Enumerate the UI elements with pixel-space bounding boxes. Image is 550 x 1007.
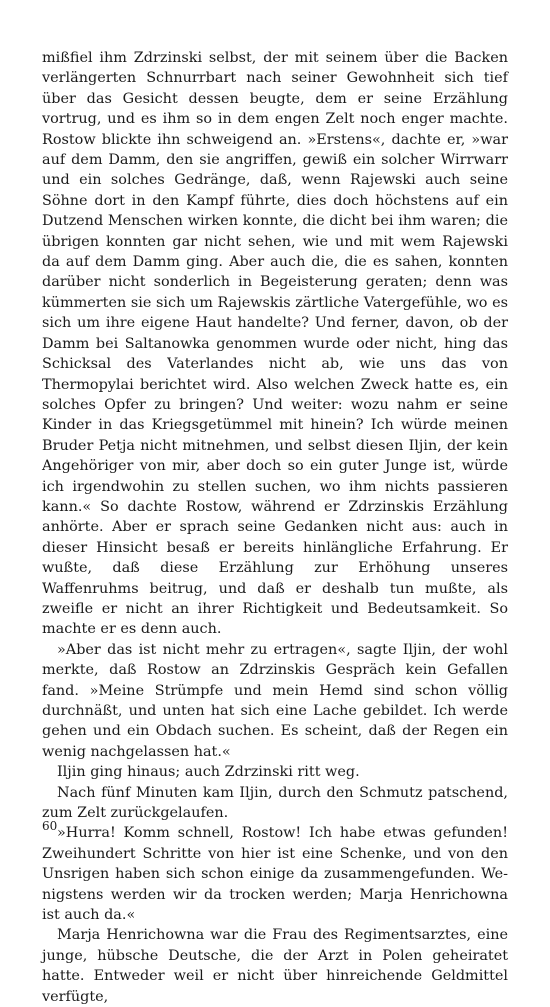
paragraph-hurra: »Hurra! Komm schnell, Rostow! Ich habe etwas gefunden! Zweihundert Schritte von hier ist eine Schenke, und von den Unsrigen haben sich schon einige da zusammengefunden. Wenigstens werden wir da trocken werden; Marja Henrichowna ist auch da.«	[42, 825, 508, 924]
paragraph-iljin-returns: Nach fünf Minuten kam Iljin, durch den Schmutz patschend, zum Zelt zurückgelaufen.	[42, 784, 508, 822]
body-text	[42, 48, 508, 1007]
page-number: 60	[42, 819, 58, 833]
paragraph-iljin-leaves: Iljin ging hinaus; auch Zdrzinski ritt weg.	[57, 764, 360, 781]
paragraph-iljin-complaint: »Aber das ist nicht mehr zu ertragen«, sagte Iljin, der wohl merkte, daß Rostow an Zdrzinskis Gespräch kein Gefallen fand. »Meine Strümpfe und mein Hemd sind schon völlig durchnäßt, und unten hat sich eine Lache gebildet. Ich werde gehen und ein Obdach suchen. Es scheint, daß der Regen ein wenig nachgelassen hat.«	[42, 641, 508, 760]
paragraph-continuation: mißfiel ihm Zdrzinski selbst, der mit seinem über die Backen verlängerten Schnurrbart nach seiner Gewohnheit sich tief über das Gesicht dessen beugte, dem er seine Erzählung vortrug, und es ihm so in dem engen Zelt noch enger machte. Rostow blickte ihn schweigend an. »Erstens«, dachte er, »war auf dem Damm, den sie angriffen, gewiß ein solcher Wirrwarr und ein solches Gedränge, daß, wenn Rajewski auch seine Söhne dort in den Kampf führte, dies doch höchstens auf ein Dutzend Menschen wirken konnte, die dicht bei ihm waren; die übrigen konnten gar nicht sehen, wie und mit wem Rajewski da auf dem Damm ging. Aber auch die, die es sahen, konnten darüber nicht sonderlich in Begeisterung geraten; denn was kümmerten sie sich um Rajewskis zärtliche Vatergefühle, wo es sich um ihre eigene Haut handelte? Und ferner, davon, ob der Damm bei Saltanowka genommen wurde oder nicht, hing das Schicksal des Vaterlandes nicht ab, wie uns das von Thermopylai berichtet wird. Also welchen Zweck hatte es, ein solches Opfer zu bringen? Und weiter: wozu nahm er seine Kinder in das Kriegsgetümmel mit hinein? Ich würde meinen Bruder Petja nicht mitnehmen, und selbst diesen Iljin, der kein Angehöriger von mir, aber doch so ein guter Junge ist, würde ich irgendwohin zu stellen suchen, wo ihm nichts passieren kann.« So dachte Rostow, während er Zdrzinskis Erzählung anhörte. Aber er sprach seine Gedanken nicht aus: auch in dieser Hinsicht besaß er bereits hinlängliche Erfahrung. Er wußte, daß diese Erzählung zur Erhöhung unseres Waffenruhms beitrug, und daß er deshalb tun mußte, als zweifle er nicht an ihrer Richtigkeit und Bedeutsamkeit. So machte er es denn auch.	[42, 50, 508, 638]
paragraph-marja-henrichowna: Marja Henrichowna war die Frau des Regimentsarztes, eine junge, hübsche Deutsche, die der Arzt in Polen geheiratet hatte. Entweder weil er nicht über hinreichende Geldmittel verfügte,	[42, 927, 508, 1005]
